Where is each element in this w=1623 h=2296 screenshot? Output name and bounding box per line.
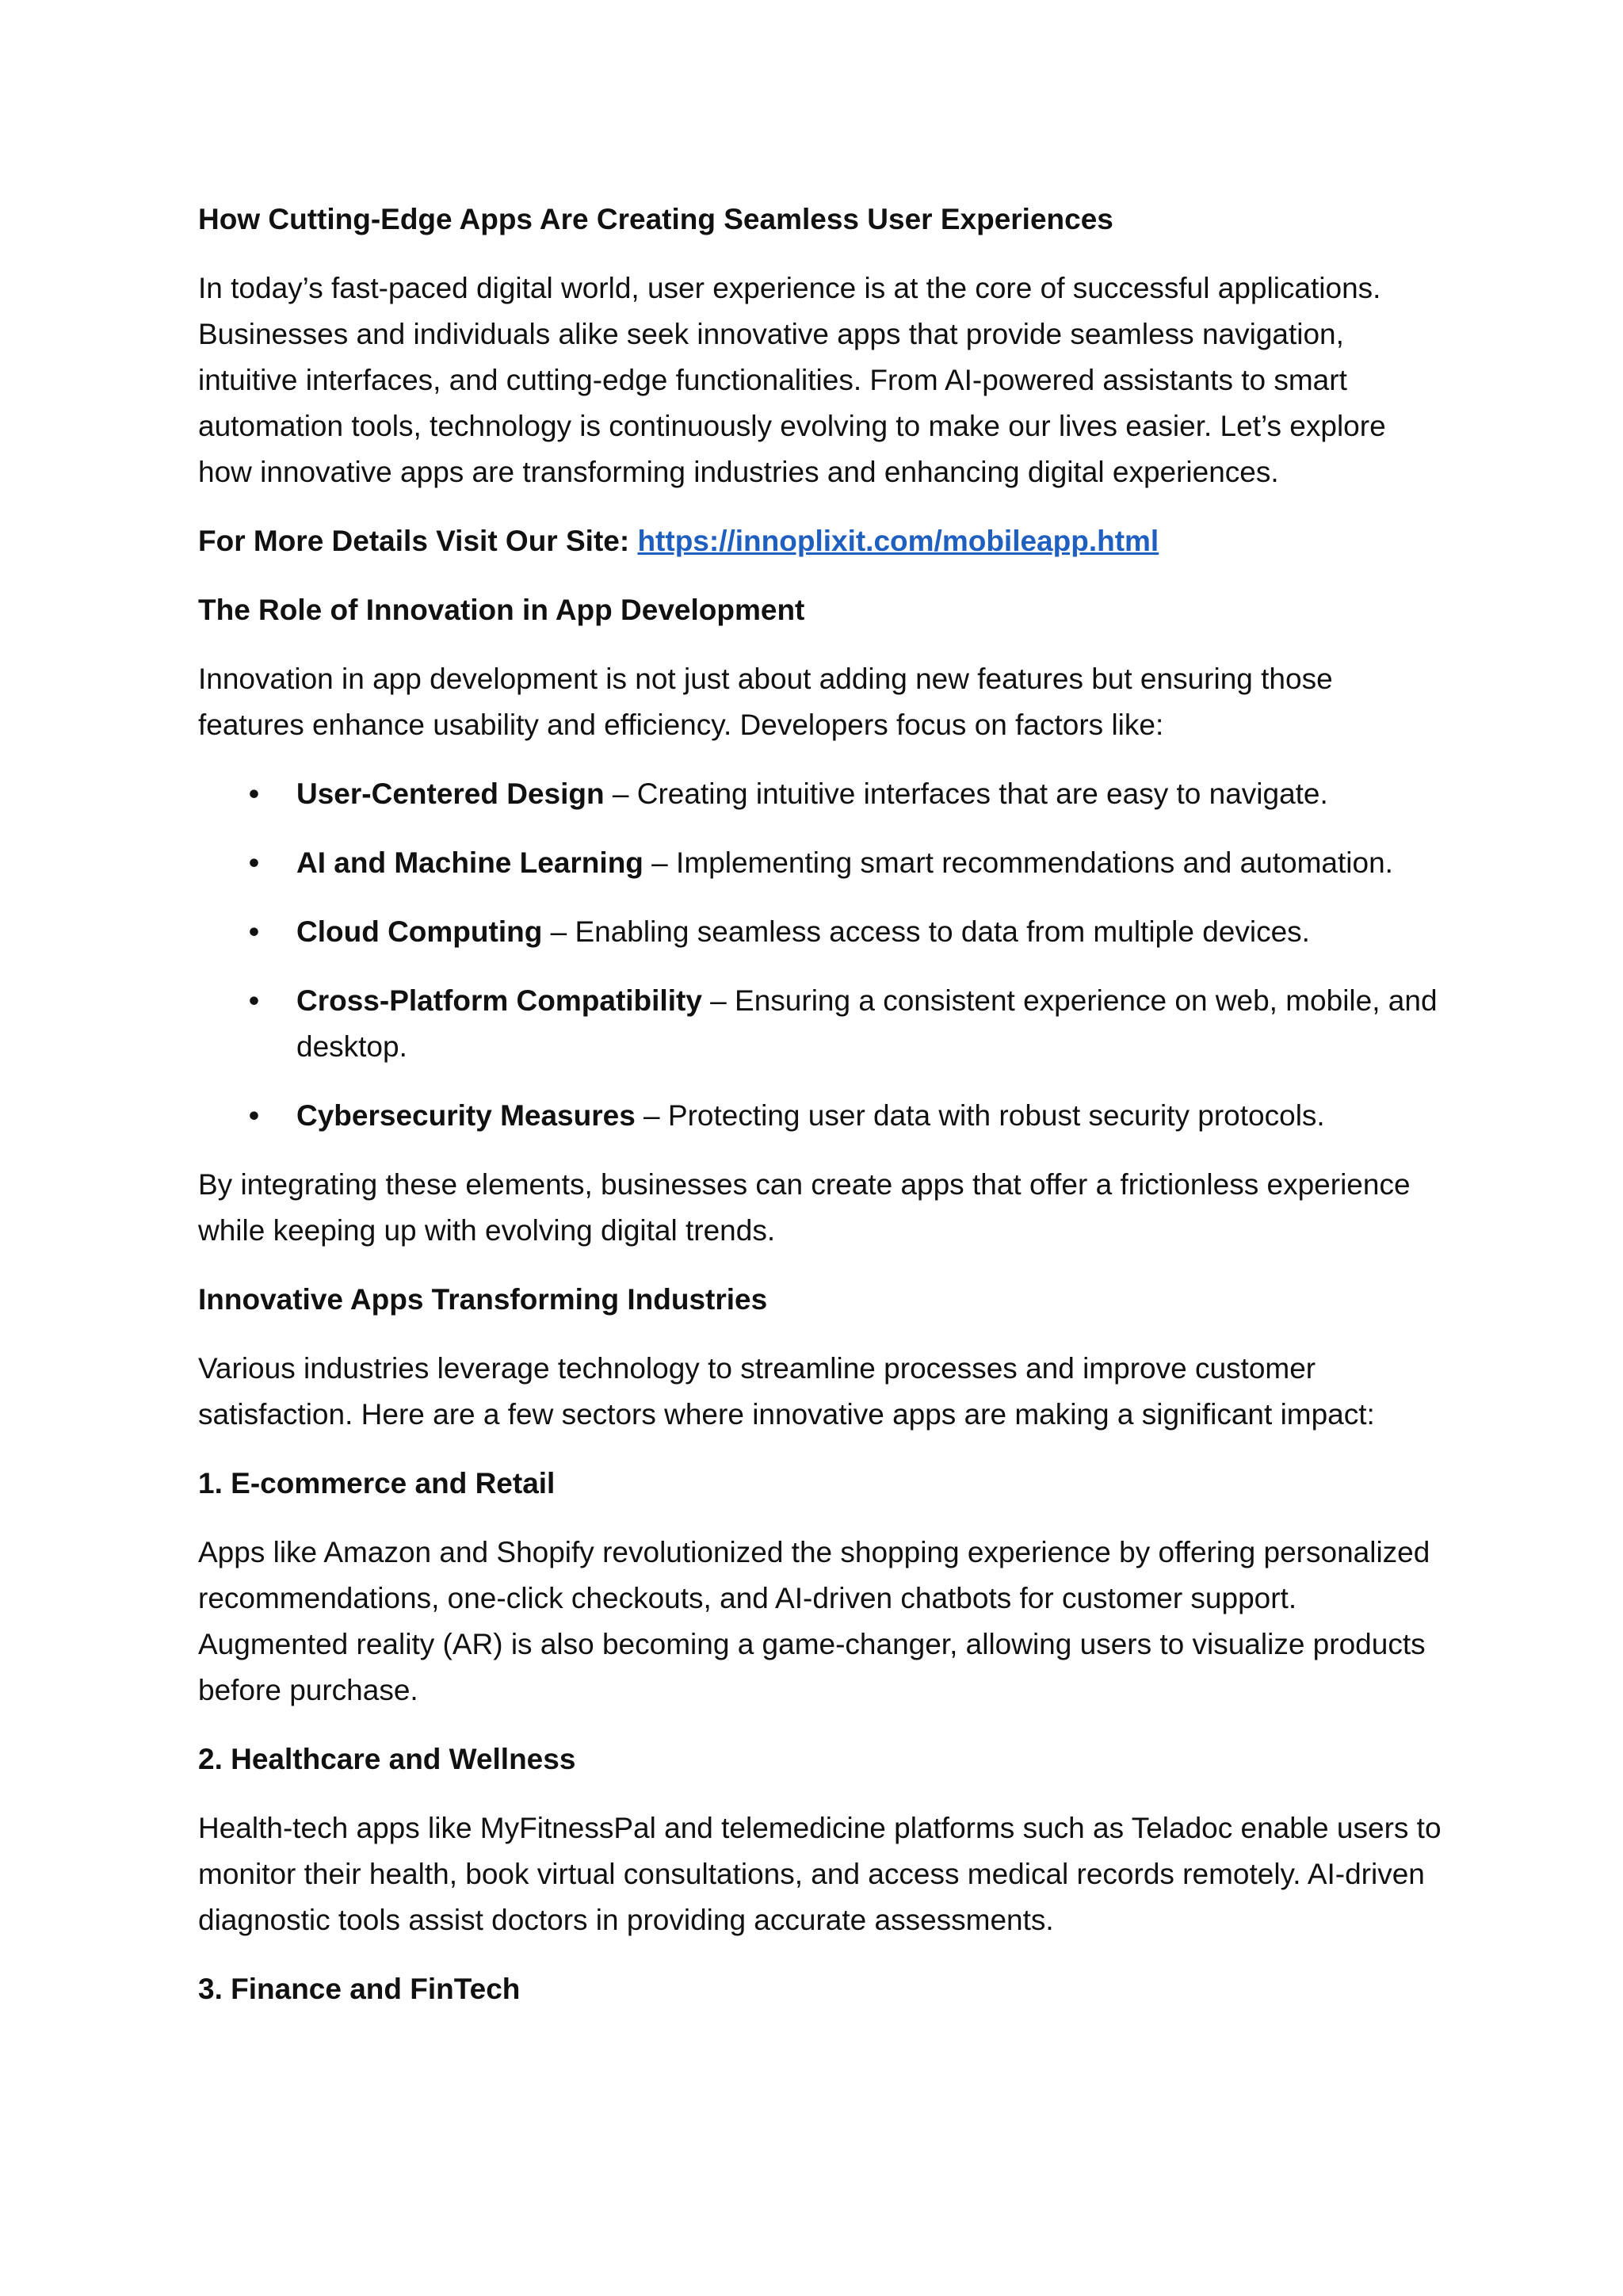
sector-body-healthcare: Health-tech apps like MyFitnessPal and telemedicine platforms such as Teladoc enable users to monitor their health, book virtual consultations, and access medical records remotely. AI-driven diagnostic tools assist doctors in providing accurate assessments. [198,1812,1442,1936]
industries-section-intro: Various industries leverage technology to streamline processes and improve customer satisfaction. Here are a few sectors where innovative apps are making a significant impact: [198,1352,1375,1431]
list-item [198,978,1442,1070]
factor-term: AI and Machine Learning [296,846,643,879]
factor-description: – Implementing smart recommendations and automation. [643,846,1393,879]
factors-list [198,771,1442,1139]
factor-description: – Ensuring a consistent experience on web, mobile, and desktop. [296,984,1438,1063]
details-line [198,518,1442,564]
role-section-intro: Innovation in app development is not just about adding new features but ensuring those features enhance usability and efficiency. Developers focus on factors like: [198,663,1333,741]
list-item [198,840,1442,886]
bullet-icon: • [249,846,259,879]
intro-paragraph: In today’s fast-paced digital world, user experience is at the core of successful applications. Businesses and individuals alike seek innovative apps that provide seamless navigation, intuitive interfaces, and cutting-edge functionalities. From AI-powered assistants to smart automation tools, technology is continuously evolving to make our lives easier. Let’s explore how innovative apps are transforming industries and enhancing digital experiences. [198,272,1386,488]
sector-heading-ecommerce: 1. E-commerce and Retail [198,1467,556,1499]
bullet-icon: • [249,915,259,948]
bullet-icon: • [249,984,259,1017]
industries-section-heading: Innovative Apps Transforming Industries [198,1283,768,1316]
factor-term: Cloud Computing [296,915,543,948]
sector-heading-finance: 3. Finance and FinTech [198,1973,521,2005]
document-page [198,197,1442,2035]
bullet-icon: • [249,1099,259,1132]
details-label: For More Details Visit Our Site: [198,525,638,557]
list-item [198,771,1442,817]
site-link[interactable]: https://innoplixit.com/mobileapp.html [637,525,1159,557]
role-section-heading: The Role of Innovation in App Development [198,594,805,626]
sector-body-ecommerce: Apps like Amazon and Shopify revolutionized the shopping experience by offering personalized recommendations, one-click checkouts, and AI-driven chatbots for customer support. Augmented reality (AR) is also becoming a game-changer, allowing users to visualize products before purchase. [198,1536,1430,1706]
document-title: How Cutting-Edge Apps Are Creating Seamless User Experiences [198,203,1113,235]
factor-term: User-Centered Design [296,777,605,810]
sector-heading-healthcare: 2. Healthcare and Wellness [198,1743,576,1775]
factor-description: – Protecting user data with robust security protocols. [635,1099,1325,1132]
list-item [198,909,1442,955]
role-section-outro: By integrating these elements, businesses can create apps that offer a frictionless experience while keeping up with evolving digital trends. [198,1168,1411,1247]
bullet-icon: • [249,777,259,810]
factor-term: Cross-Platform Compatibility [296,984,702,1017]
list-item [198,1093,1442,1139]
factor-description: – Enabling seamless access to data from multiple devices. [542,915,1310,948]
factor-term: Cybersecurity Measures [296,1099,636,1132]
factor-description: – Creating intuitive interfaces that are easy to navigate. [604,777,1328,810]
